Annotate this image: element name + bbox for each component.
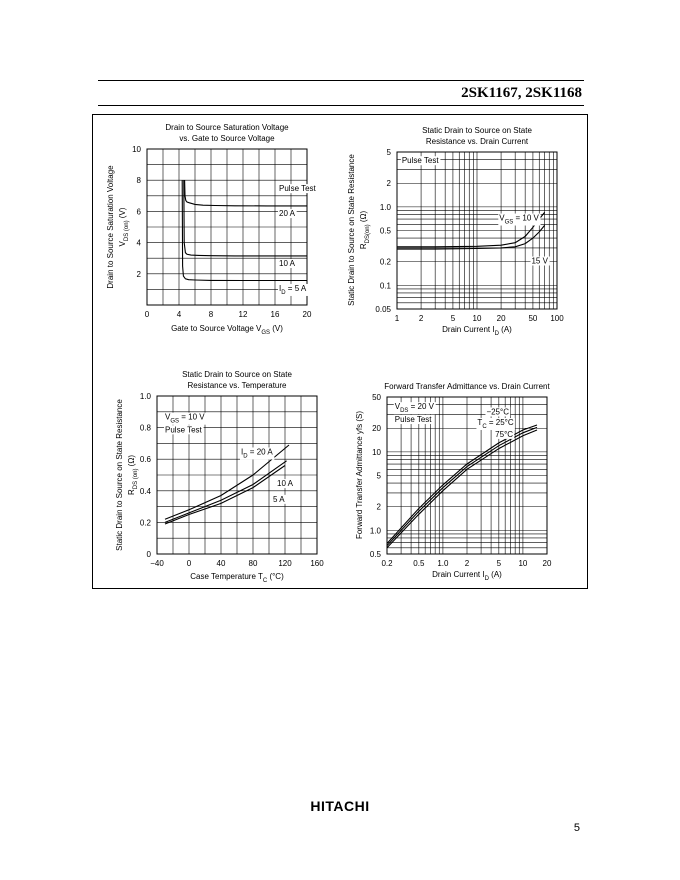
y-tick-label: 0.5 [369, 550, 381, 559]
y-tick-label: 0.8 [139, 423, 151, 433]
series-line [165, 461, 287, 523]
series-line [387, 427, 537, 545]
chart-title: Static Drain to Source on State [182, 370, 292, 379]
annotation-label: Pulse Test [394, 415, 432, 425]
annotation-label: 10 A [279, 259, 296, 268]
y-tick-label: 6 [136, 207, 141, 217]
chart-c1 [106, 123, 318, 336]
annotation-label: 10 A [277, 479, 294, 489]
y-tick-label: 2 [376, 502, 381, 512]
x-tick-label: 0.5 [413, 559, 425, 568]
x-tick-label: 2 [464, 559, 470, 568]
y-tick-label: 8 [136, 176, 141, 186]
y-axis-label: $V_{DS (on)}$ (V) [118, 207, 130, 247]
annotation-label: −25°C [486, 407, 509, 417]
y-tick-label: 0.5 [379, 226, 391, 236]
x-tick-label: 80 [248, 559, 258, 568]
annotation-label: 15 V [531, 256, 548, 266]
y-tick-label: 2 [136, 269, 141, 279]
y-axis-label: $R_{DS(on)}$ (Ω) [359, 210, 371, 250]
y-tick-label: 0.2 [139, 518, 151, 528]
y-tick-label: 4 [136, 238, 141, 248]
annotation-label: Pulse Test [279, 184, 316, 194]
annotation-label: 20 A [279, 209, 296, 219]
y-axis-label: Static Drain to Source on State Resistance [115, 399, 124, 551]
x-tick-label: 0.2 [381, 559, 393, 568]
x-tick-label: 0 [186, 559, 192, 568]
annotation-label: $I_D = 20$ A [241, 447, 273, 460]
annotation-label: $T_C = 25^\circ C$ [477, 417, 514, 430]
hitachi-logo: HITACHI [310, 798, 370, 814]
y-axis-label: Forward Transfer Admittance yfs (S) [355, 410, 364, 540]
x-tick-label: 20 [542, 559, 552, 568]
annotation-label: 75°C [495, 429, 514, 439]
x-tick-label: −40 [150, 559, 164, 568]
y-tick-label: 0 [146, 550, 151, 559]
chart-c4 [355, 382, 552, 582]
page-title: 2SK1167, 2SK1168 [461, 85, 582, 101]
y-axis-label: Static Drain to Source on State Resistance [347, 154, 356, 306]
annotation-label: $V_{GS} = 10$ V [499, 213, 539, 226]
x-axis-label: Gate to Source Voltage $V_{GS}$ (V) [171, 324, 283, 336]
chart-title: Forward Transfer Admittance vs. Drain Current [384, 382, 550, 391]
x-tick-label: 100 [550, 314, 564, 323]
annotation-label: Pulse Test [401, 156, 439, 166]
x-tick-label: 12 [238, 310, 248, 319]
y-tick-label: 20 [372, 424, 381, 434]
x-tick-label: 50 [528, 314, 538, 323]
series-line [387, 425, 537, 544]
annotation-label: $V_{GS} = 10$ V [165, 412, 205, 425]
chart-c3 [115, 370, 324, 584]
x-tick-label: 40 [216, 559, 226, 568]
y-tick-label: 50 [372, 393, 381, 402]
x-tick-label: 5 [496, 559, 502, 568]
y-tick-label: 1.0 [139, 392, 151, 401]
x-tick-label: 16 [270, 310, 280, 319]
y-tick-label: 1.0 [369, 526, 381, 536]
y-axis-label: Drain to Source Saturation Voltage [106, 165, 115, 289]
chart-c2 [347, 126, 564, 337]
x-tick-label: 1.0 [437, 559, 449, 568]
annotation-label: Pulse Test [165, 425, 202, 435]
x-axis-label: Case Temperature $T_C$ (°C) [190, 572, 284, 584]
page-number: 5 [573, 822, 580, 834]
y-tick-label: 0.05 [375, 305, 391, 314]
chart-title: Drain to Source Saturation Voltage [165, 123, 289, 132]
x-tick-label: 5 [450, 314, 456, 323]
annotation-label: 5 A [273, 494, 285, 504]
x-tick-label: 10 [472, 314, 482, 323]
x-tick-label: 1 [394, 314, 400, 323]
y-tick-label: 5 [386, 148, 391, 157]
chart-title: Resistance vs. Temperature [187, 381, 287, 390]
chart-title: vs. Gate to Source Voltage [179, 134, 275, 143]
annotation-label: $I_D = 5$ A [279, 283, 307, 296]
y-tick-label: 0.2 [379, 257, 391, 267]
x-tick-label: 0 [144, 310, 150, 319]
y-tick-label: 10 [132, 145, 141, 154]
x-tick-label: 20 [302, 310, 312, 319]
y-tick-label: 0.6 [139, 455, 151, 465]
y-tick-label: 10 [372, 447, 381, 457]
x-axis-label: Drain Current $I_D$ (A) [442, 325, 512, 337]
x-tick-label: 10 [518, 559, 528, 568]
annotation-label: $V_{DS} = 20$ V [394, 402, 435, 415]
x-tick-label: 160 [310, 559, 324, 568]
x-tick-label: 120 [278, 559, 292, 568]
y-tick-label: 2 [386, 179, 391, 189]
x-tick-label: 4 [176, 310, 182, 319]
x-tick-label: 20 [496, 314, 506, 323]
x-axis-label: Drain Current $I_D$ (A) [432, 570, 502, 582]
y-tick-label: 0.4 [139, 486, 151, 496]
series-line [397, 225, 545, 249]
chart-title: Resistance vs. Drain Current [425, 137, 529, 146]
y-axis-label: $R_{DS (on)}$ (Ω) [127, 455, 139, 495]
y-tick-label: 5 [376, 471, 381, 481]
x-tick-label: 2 [418, 314, 424, 323]
x-tick-label: 8 [208, 310, 214, 319]
y-tick-label: 1.0 [379, 202, 391, 212]
chart-title: Static Drain to Source on State [422, 126, 532, 135]
y-tick-label: 0.1 [379, 281, 391, 291]
